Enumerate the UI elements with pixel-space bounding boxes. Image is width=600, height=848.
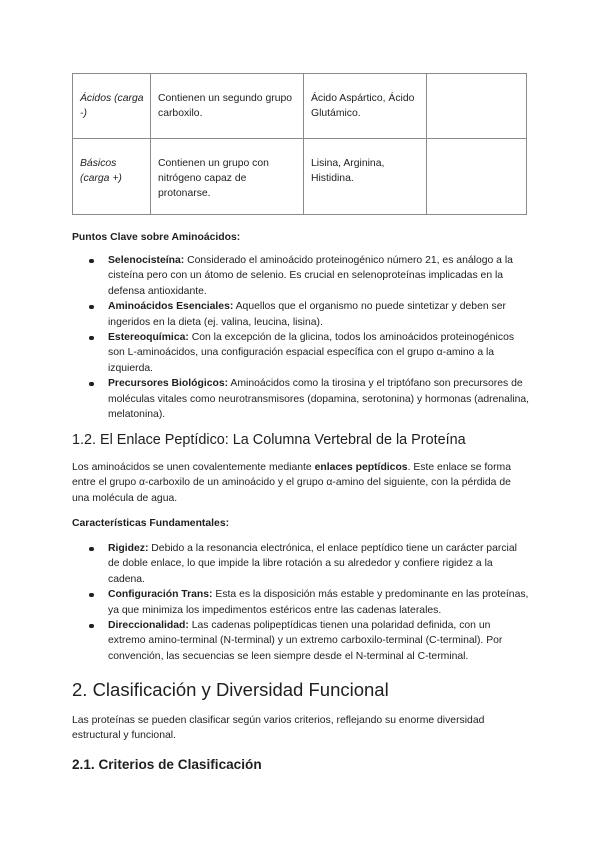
table-cell-extra xyxy=(427,74,527,139)
subsection-heading-criterios: 2.1. Criterios de Clasificación xyxy=(72,757,262,772)
puntos-clave-heading: Puntos Clave sobre Aminoácidos: xyxy=(72,232,241,243)
table-row xyxy=(73,74,527,139)
amino-acid-table xyxy=(72,73,527,215)
table-cell-descripcion: Contienen un grupo con nitrógeno capaz de protonarse. xyxy=(151,139,304,215)
table-cell-descripcion: Contienen un segundo grupo carboxilo. xyxy=(151,74,304,139)
bullet-icon xyxy=(89,336,94,341)
puntos-clave-list xyxy=(72,253,530,422)
list-item: Estereoquímica: Con la excepción de la glicina, todos los aminoácidos proteinogénicos son L-aminoácidos, una configuración espacial específica con el grupo α-amino a la izquierda. xyxy=(72,330,530,376)
caracteristicas-list xyxy=(72,541,530,664)
list-item: Aminoácidos Esenciales: Aquellos que el organismo no puede sintetizar y deben ser ingeridos en la dieta (ej. valina, leucina, lisina). xyxy=(72,299,530,330)
bullet-icon xyxy=(89,624,94,629)
list-item: Precursores Biológicos: Aminoácidos como la tirosina y el triptófano son precursores de moléculas vitales como neurotransmisores (dopamina, serotonina) y hormonas (adrenalina, melatonina). xyxy=(72,376,530,422)
table-cell-tipo: Básicos (carga +) xyxy=(73,139,151,215)
bullet-icon xyxy=(89,593,94,598)
table-cell-extra xyxy=(427,139,527,215)
list-item: Selenocisteína: Considerado el aminoácido proteinogénico número 21, es análogo a la cisteína pero con un átomo de selenio. Es crucial en selenoproteínas implicadas en la defensa antioxidante. xyxy=(72,253,530,299)
bullet-icon xyxy=(89,547,94,552)
bullet-icon xyxy=(89,305,94,310)
enlace-paragraph: Los aminoácidos se unen covalentemente mediante enlaces peptídicos. Este enlace se forma entre el grupo α-carboxilo de un aminoácido y el grupo α-amino del siguiente, con la pérdida de una molécula de agua. xyxy=(72,462,511,504)
bullet-icon xyxy=(89,382,94,387)
table-row xyxy=(73,139,527,215)
table-cell-ejemplos: Ácido Aspártico, Ácido Glutámico. xyxy=(304,74,427,139)
section-heading-enlace: 1.2. El Enlace Peptídico: La Columna Vertebral de la Proteína xyxy=(72,432,466,448)
list-item: Direccionalidad: Las cadenas polipeptídicas tienen una polaridad definida, con un extremo amino-terminal (N-terminal) y un extremo carboxilo-terminal (C-terminal). Por convención, las secuencias se leen siempre desde el N-terminal al C-terminal. xyxy=(72,618,530,664)
list-item: Rigidez: Debido a la resonancia electrónica, el enlace peptídico tiene un carácter parcial de doble enlace, lo que impide la libre rotación a su alrededor y confiere rigidez a la cadena. xyxy=(72,541,530,587)
list-item: Configuración Trans: Esta es la disposición más estable y predominante en las proteínas, ya que minimiza los impedimentos estéricos entre las cadenas laterales. xyxy=(72,587,530,618)
section-heading-clasificacion: 2. Clasificación y Diversidad Funcional xyxy=(72,679,389,700)
clasificacion-paragraph: Las proteínas se pueden clasificar según varios criterios, reflejando su enorme diversidad estructural y funcional. xyxy=(72,715,485,742)
table-cell-tipo: Ácidos (carga -) xyxy=(73,74,151,139)
caracteristicas-heading: Características Fundamentales: xyxy=(72,518,230,529)
table-cell-ejemplos: Lisina, Arginina, Histidina. xyxy=(304,139,427,215)
bullet-icon xyxy=(89,259,94,264)
